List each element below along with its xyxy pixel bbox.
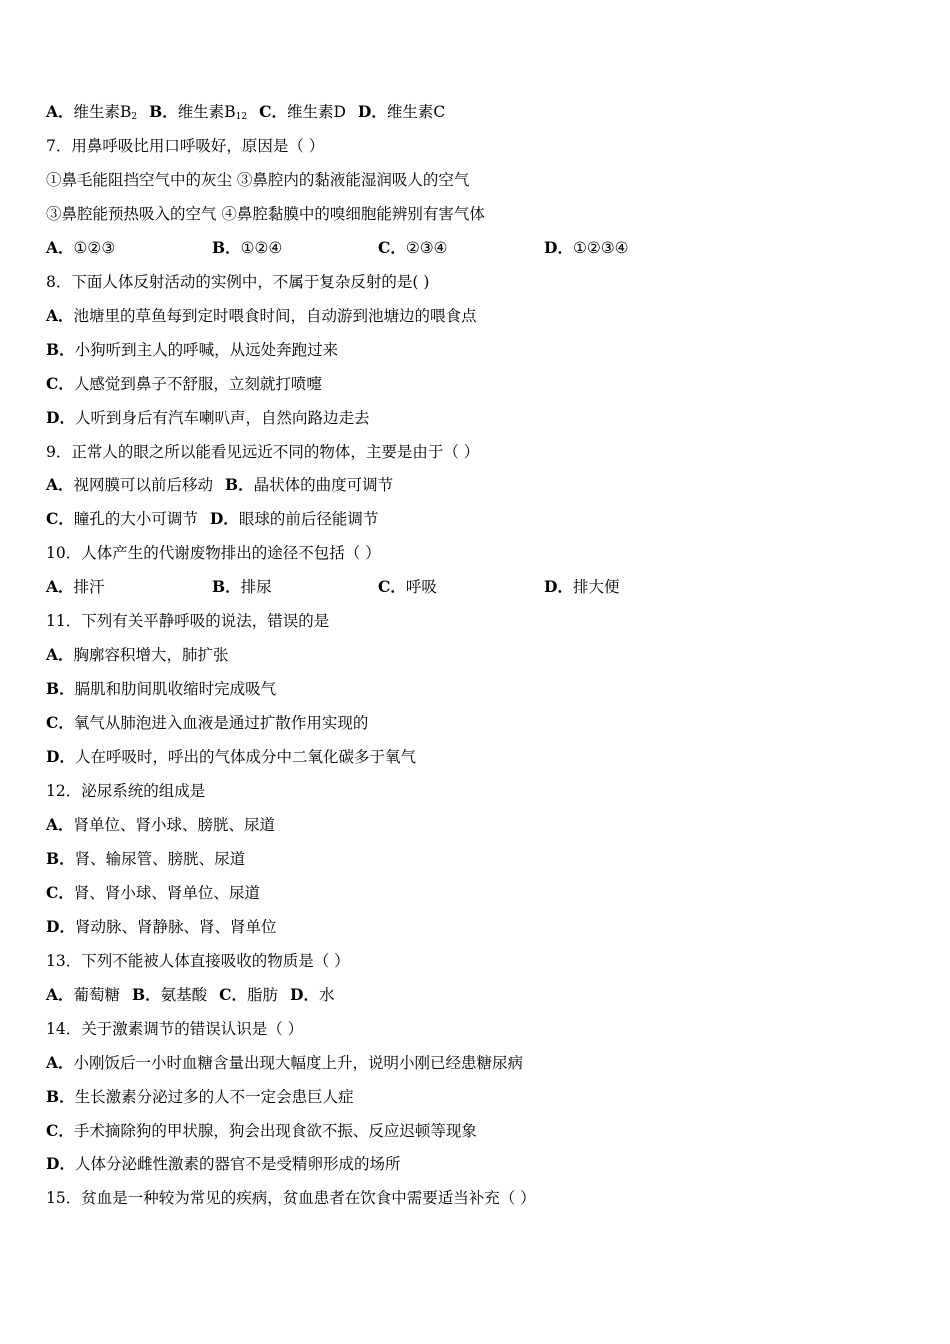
option-text: 眼球的前后径能调节 bbox=[238, 510, 379, 529]
option-text: 人体分泌雌性激素的器官不是受精卵形成的场所 bbox=[74, 1155, 401, 1174]
option-text: 呼吸 bbox=[405, 578, 437, 597]
option-text: 池塘里的草鱼每到定时喂食时间，自动游到池塘边的喂食点 bbox=[73, 306, 477, 325]
option-text: 晶状体的曲度可调节 bbox=[253, 476, 394, 495]
option-letter: D． bbox=[290, 984, 319, 1004]
option-text: 瞳孔的大小可调节 bbox=[73, 510, 198, 529]
option-text: 视网膜可以前后移动 bbox=[73, 476, 214, 495]
answer-option bbox=[46, 706, 368, 740]
option-text: ①②④ bbox=[240, 238, 283, 257]
options-row-columns bbox=[46, 570, 710, 604]
option-letter: C． bbox=[46, 373, 74, 393]
answer-option bbox=[358, 95, 445, 129]
option-subscript: 12 bbox=[235, 112, 248, 122]
answer-option bbox=[210, 502, 378, 536]
answer-option bbox=[46, 367, 322, 401]
option-letter: D． bbox=[46, 407, 75, 427]
answer-option bbox=[378, 570, 544, 604]
question-stem: 9．正常人的眼之所以能看见远近不同的物体，主要是由于（ ） bbox=[46, 442, 480, 461]
option-text: 人感觉到鼻子不舒服，立刻就打喷嚏 bbox=[73, 374, 322, 393]
answer-option bbox=[46, 1046, 523, 1080]
option-subscript: 2 bbox=[131, 112, 138, 122]
option-text: 肾单位、肾小球、膀胱、尿道 bbox=[73, 815, 276, 834]
option-text: ①②③④ bbox=[572, 238, 629, 257]
option-text: 维生素B bbox=[73, 103, 132, 121]
question-stem: 15．贫血是一种较为常见的疾病，贫血患者在饮食中需要适当补充（ ） bbox=[46, 1189, 536, 1208]
option-letter: D． bbox=[46, 747, 75, 767]
answer-option bbox=[46, 333, 338, 367]
option-letter: B． bbox=[132, 984, 161, 1004]
option-letter: A． bbox=[46, 1052, 74, 1072]
option-letter: D． bbox=[209, 509, 239, 529]
option-text: 维生素B bbox=[177, 103, 236, 121]
option-text: 脂肪 bbox=[247, 985, 279, 1004]
option-letter: D． bbox=[46, 1154, 75, 1174]
option-letter: C． bbox=[46, 882, 74, 902]
option-text: 氧气从肺泡进入血液是通过扩散作用实现的 bbox=[73, 714, 369, 733]
option-letter: C． bbox=[46, 509, 74, 529]
option-letter: A． bbox=[46, 814, 74, 834]
options-row-inline bbox=[46, 502, 390, 536]
option-letter: B． bbox=[46, 339, 75, 359]
question-stem: 13．下列不能被人体直接吸收的物质是（ ） bbox=[46, 951, 350, 970]
answer-option bbox=[544, 570, 710, 604]
option-text: 人听到身后有汽车喇叭声，自然向路边走去 bbox=[74, 408, 370, 427]
option-text: 排大便 bbox=[572, 578, 620, 597]
option-letter: B． bbox=[212, 237, 241, 257]
option-text: ①②③ bbox=[73, 238, 116, 257]
option-text: 肾动脉、肾静脉、肾、肾单位 bbox=[74, 917, 277, 936]
option-text: 排汗 bbox=[73, 578, 105, 597]
option-text: 小刚饭后一小时血糖含量出现大幅度上升，说明小刚已经患糖尿病 bbox=[73, 1053, 524, 1072]
answer-option bbox=[132, 978, 207, 1012]
answer-option bbox=[212, 570, 378, 604]
option-text: 排尿 bbox=[240, 578, 272, 597]
answer-option bbox=[46, 1080, 354, 1114]
option-text: 胸廓容积增大，肺扩张 bbox=[73, 646, 229, 665]
answer-option bbox=[46, 231, 212, 265]
question-stem: 12．泌尿系统的组成是 bbox=[46, 782, 206, 800]
answer-option bbox=[225, 468, 393, 502]
option-text: 葡萄糖 bbox=[73, 985, 121, 1004]
question-stem: 10．人体产生的代谢废物排出的途径不包括（ ） bbox=[46, 544, 381, 563]
option-letter: C． bbox=[219, 984, 248, 1004]
question-stem: 14．关于激素调节的错误认识是（ ） bbox=[46, 1019, 304, 1038]
answer-option bbox=[46, 1147, 400, 1181]
answer-option bbox=[46, 672, 276, 706]
option-text: 人在呼吸时，呼出的气体成分中二氧化碳多于氧气 bbox=[74, 748, 416, 767]
option-letter: C． bbox=[378, 577, 406, 597]
option-letter: C． bbox=[259, 102, 287, 121]
option-letter: A． bbox=[46, 102, 74, 121]
option-letter: B． bbox=[46, 679, 75, 699]
answer-option bbox=[46, 299, 477, 333]
answer-option bbox=[544, 231, 710, 265]
option-letter: B． bbox=[149, 102, 178, 121]
option-text: ②③④ bbox=[405, 238, 448, 257]
answer-option bbox=[212, 231, 378, 265]
answer-option bbox=[46, 1114, 477, 1148]
option-text: 肾、输尿管、膀胱、尿道 bbox=[74, 849, 246, 868]
option-letter: B． bbox=[212, 577, 241, 597]
option-letter: D． bbox=[544, 237, 573, 257]
option-text: 膈肌和肋间肌收缩时完成吸气 bbox=[74, 680, 277, 699]
option-letter: B． bbox=[225, 475, 254, 495]
answer-option bbox=[46, 876, 260, 910]
answer-option bbox=[378, 231, 544, 265]
option-letter: D． bbox=[46, 916, 75, 936]
option-letter: A． bbox=[46, 984, 74, 1004]
option-text: 手术摘除狗的甲状腺，狗会出现食欲不振、反应迟顿等现象 bbox=[73, 1121, 477, 1140]
option-letter: A． bbox=[46, 645, 74, 665]
statement-line: ③鼻腔能预热吸入的空气 ④鼻腔黏膜中的嗅细胞能辨别有害气体 bbox=[46, 204, 485, 223]
question-stem: 7．用鼻呼吸比用口呼吸好，原因是（ ） bbox=[46, 136, 325, 155]
options-row-columns bbox=[46, 231, 710, 265]
option-letter: D． bbox=[357, 102, 387, 121]
option-text: 水 bbox=[318, 985, 335, 1004]
answer-option bbox=[46, 502, 198, 536]
answer-option bbox=[46, 468, 213, 502]
option-letter: A． bbox=[46, 475, 74, 495]
answer-option bbox=[46, 808, 275, 842]
options-row-inline bbox=[46, 468, 405, 502]
option-letter: C． bbox=[378, 237, 406, 257]
option-text: 肾、肾小球、肾单位、尿道 bbox=[73, 883, 260, 902]
option-text: 小狗听到主人的呼喊，从远处奔跑过来 bbox=[74, 340, 339, 359]
answer-option bbox=[46, 842, 245, 876]
question-stem: 8．下面人体反射活动的实例中，不属于复杂反射的是( ) bbox=[46, 272, 430, 291]
options-row-inline bbox=[46, 978, 347, 1012]
statement-line: ①鼻毛能阻挡空气中的灰尘 ③鼻腔内的黏液能湿润吸人的空气 bbox=[46, 170, 470, 189]
option-letter: B． bbox=[46, 848, 75, 868]
option-letter: A． bbox=[46, 305, 74, 325]
answer-option bbox=[46, 638, 229, 672]
answer-option bbox=[219, 978, 278, 1012]
option-text: 氨基酸 bbox=[160, 985, 208, 1004]
option-letter: C． bbox=[46, 1120, 74, 1140]
option-text: 生长激素分泌过多的人不一定会患巨人症 bbox=[74, 1087, 354, 1106]
answer-option bbox=[46, 910, 276, 944]
question-stem: 11．下列有关平静呼吸的说法，错误的是 bbox=[46, 612, 330, 631]
answer-option bbox=[290, 978, 334, 1012]
option-letter: C． bbox=[46, 713, 74, 733]
answer-option bbox=[46, 570, 212, 604]
option-text: 维生素C bbox=[386, 103, 446, 121]
option-letter: B． bbox=[46, 1086, 75, 1106]
option-letter: A． bbox=[46, 577, 74, 597]
option-text: 维生素D bbox=[286, 103, 346, 121]
option-letter: A． bbox=[46, 237, 74, 257]
answer-option bbox=[259, 95, 346, 129]
option-letter: D． bbox=[544, 577, 573, 597]
options-row-inline bbox=[46, 95, 457, 129]
answer-option bbox=[46, 978, 120, 1012]
answer-option bbox=[46, 401, 369, 435]
answer-option bbox=[46, 740, 416, 774]
